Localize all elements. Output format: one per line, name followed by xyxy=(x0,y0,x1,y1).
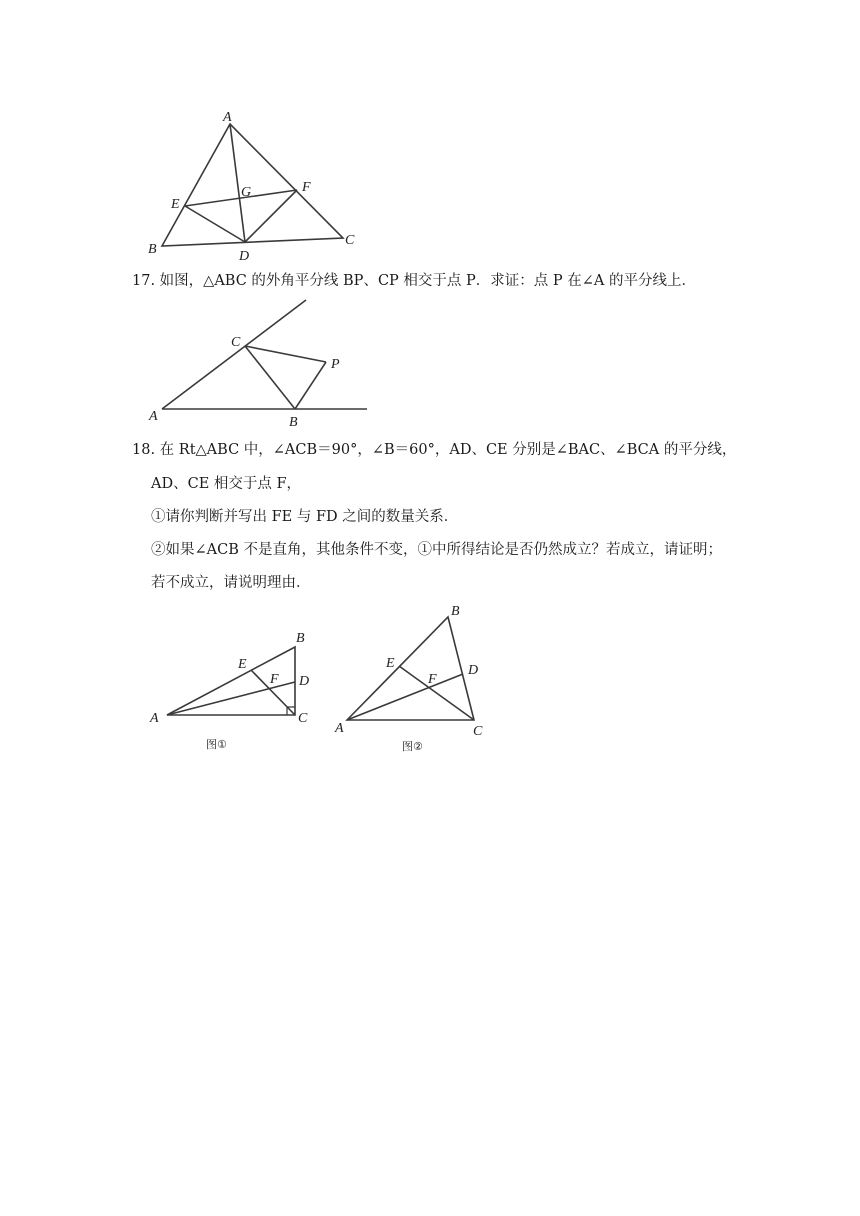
problem-17-number: 17. xyxy=(132,273,156,289)
label-f: F xyxy=(428,672,437,687)
problem-18-statement: 在 Rt△ABC 中，∠ACB＝90°，∠B＝60°，AD、CE 分别是∠BAC、∠BCA 的平分线， xyxy=(159,442,737,458)
label-b: B xyxy=(451,604,460,619)
problem-18-part2: ②如果∠ACB 不是直角，其他条件不变，①中所得结论是否仍然成立？若成立，请证明； xyxy=(151,542,722,558)
label-f: F xyxy=(270,672,279,687)
label-c: C xyxy=(231,335,241,350)
label-b: B xyxy=(289,415,298,430)
label-a: A xyxy=(150,711,159,726)
label-c: C xyxy=(345,233,355,248)
label-c: C xyxy=(473,724,483,739)
label-p: P xyxy=(331,357,340,372)
label-a: A xyxy=(149,409,158,424)
triangle-abc xyxy=(162,124,343,246)
label-a: A xyxy=(223,110,232,125)
problem-17-text xyxy=(132,271,696,291)
problem-18-line1 xyxy=(132,440,736,460)
figure-18-2-diagram xyxy=(0,600,860,760)
label-c: C xyxy=(298,711,308,726)
segment-fd xyxy=(245,190,297,242)
label-a: A xyxy=(335,721,344,736)
label-g: G xyxy=(241,185,252,200)
label-e: E xyxy=(171,197,180,212)
segment-bp xyxy=(295,362,326,409)
problem-18-number: 18. xyxy=(132,442,156,458)
segment-ad xyxy=(347,674,463,720)
problem-18-line2: AD、CE 相交于点 F， xyxy=(151,476,302,492)
figure-16-diagram xyxy=(0,0,860,270)
label-f: F xyxy=(302,180,311,195)
label-e: E xyxy=(238,657,247,672)
problem-17-statement: 如图，△ABC 的外角平分线 BP、CP 相交于点 P．求证：点 P 在∠A 的平分线上． xyxy=(159,273,696,289)
label-b: B xyxy=(296,631,305,646)
triangle-abc xyxy=(347,617,474,720)
figure-2-caption: 图② xyxy=(402,740,423,753)
figure-17-diagram xyxy=(0,290,860,440)
segment-ad xyxy=(230,124,245,242)
segment-cb xyxy=(245,346,295,409)
label-e: E xyxy=(386,656,395,671)
label-d: D xyxy=(299,674,310,689)
figure-1-caption: 图① xyxy=(206,738,227,751)
segment-cp xyxy=(245,346,326,362)
problem-18-part2-cont: 若不成立，请说明理由． xyxy=(151,575,311,591)
problem-18-part1: ①请你判断并写出 FE 与 FD 之间的数量关系． xyxy=(151,509,459,525)
label-b: B xyxy=(148,242,157,257)
label-d: D xyxy=(239,249,250,264)
segment-ed xyxy=(185,206,245,242)
label-d: D xyxy=(468,663,479,678)
